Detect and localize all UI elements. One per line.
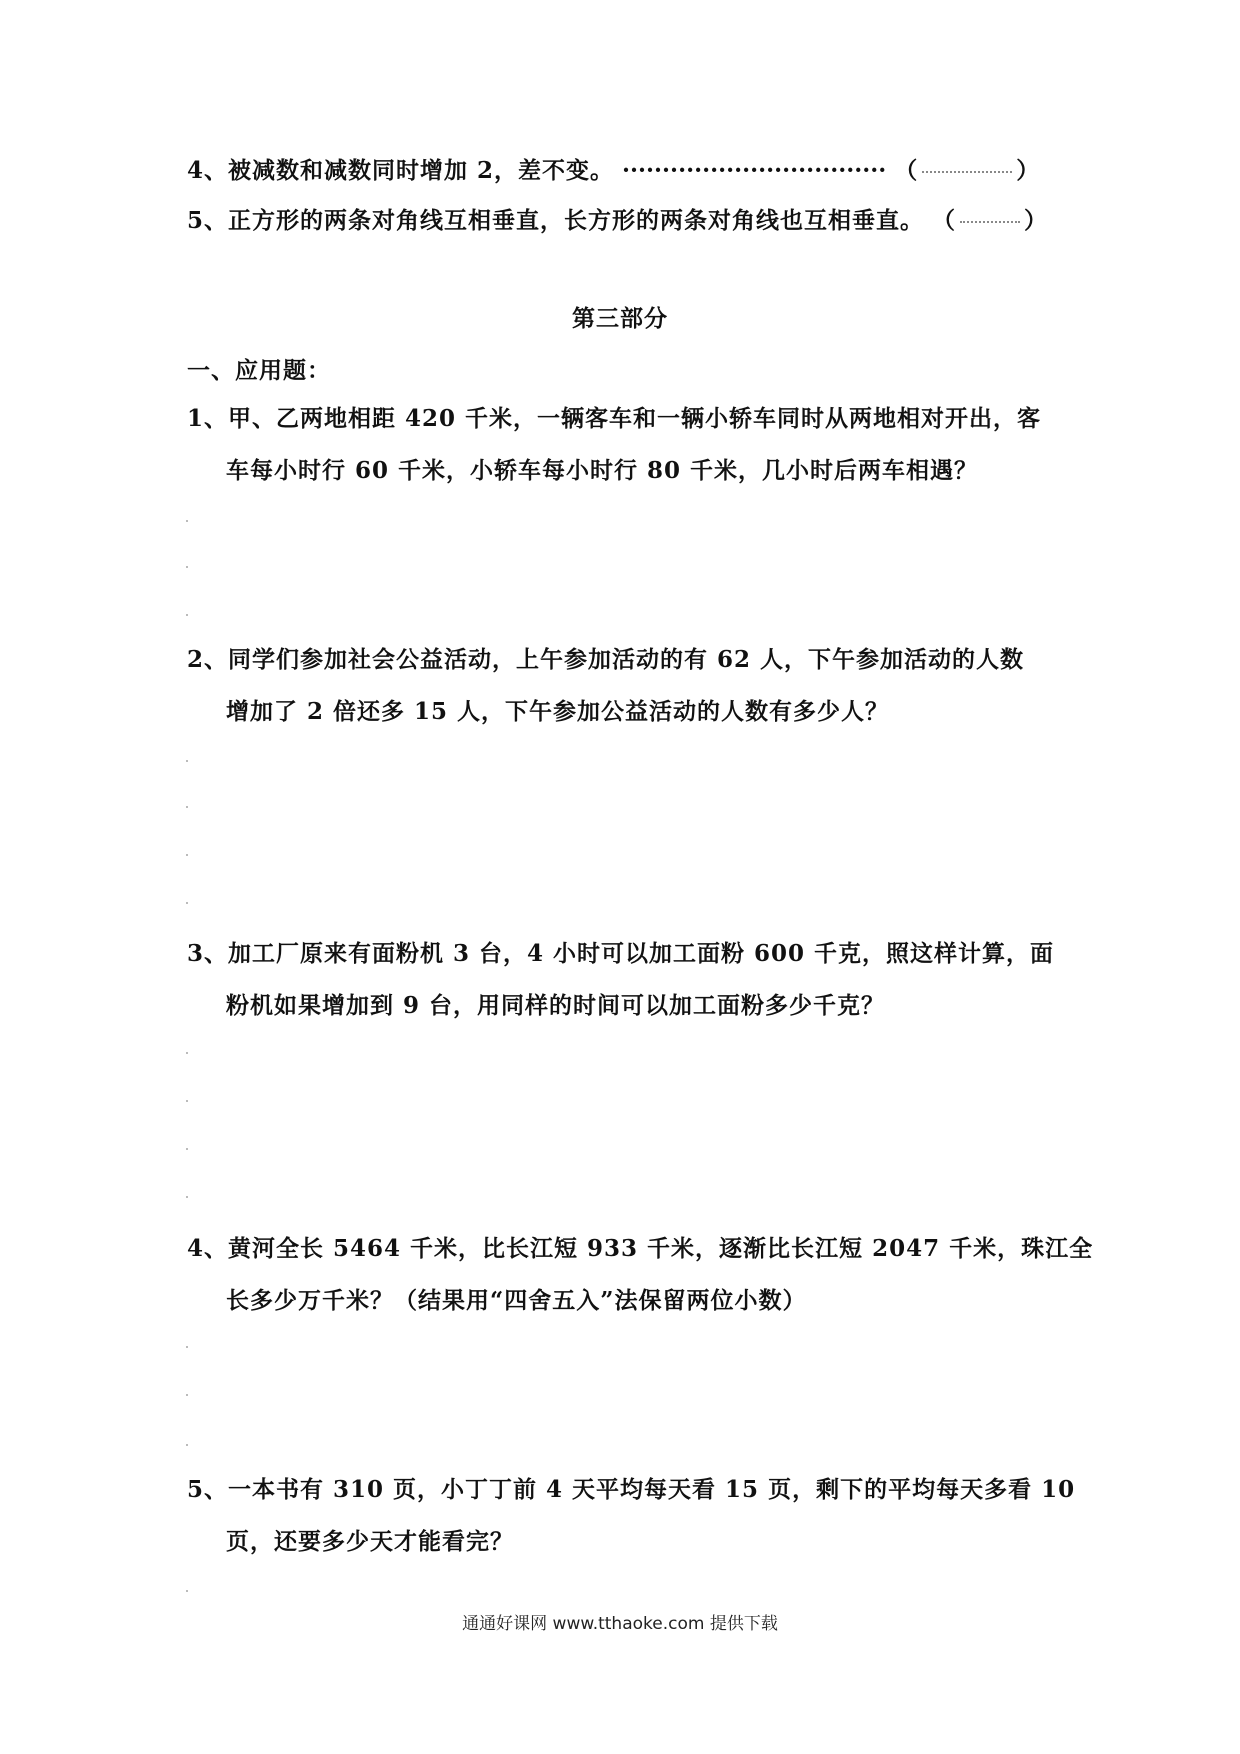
leader-dots: ································· (622, 157, 887, 184)
answer-blank-4[interactable]: （ ） (894, 157, 1041, 184)
scan-speck (186, 1346, 188, 1348)
problem-2-line-1: 2、同学们参加社会公益活动，上午参加活动的有 62 人，下午参加活动的人数 (187, 646, 1025, 673)
tf-item-4 (187, 152, 1040, 185)
scan-speck (186, 1052, 188, 1054)
problem-1-line-1: 1、甲、乙两地相距 420 千米，一辆客车和一辆小轿车同时从两地相对开出，客 (187, 405, 1042, 432)
scan-speck (186, 1394, 188, 1396)
scan-speck (186, 1196, 188, 1198)
scan-speck (186, 806, 188, 808)
scan-speck (186, 1148, 188, 1150)
problem-3-line-2: 粉机如果增加到 9 台，用同样的时间可以加工面粉多少千克？ (226, 992, 886, 1019)
problem-3-line-1: 3、加工厂原来有面粉机 3 台，4 小时可以加工面粉 600 千克，照这样计算，面 (187, 940, 1055, 967)
problem-2-line-2: 增加了 2 倍还多 15 人，下午参加公益活动的人数有多少人？ (226, 698, 890, 725)
problem-5-line-2: 页，还要多少天才能看完？ (226, 1528, 514, 1555)
problem-4-line-2: 长多少万千米？（结果用“四舍五入”法保留两位小数） (226, 1287, 807, 1314)
footer-credit: 通通好课网 www.tthaoke.com 提供下载 (462, 1614, 778, 1634)
scan-speck (186, 854, 188, 856)
section-heading: 一、应用题： (187, 357, 331, 384)
scan-speck (186, 760, 188, 762)
scan-speck (186, 1444, 188, 1446)
problem-4-line-1: 4、黄河全长 5464 千米，比长江短 933 千米，逐渐比长江短 2047 千米，珠江全 (187, 1235, 1094, 1262)
scan-speck (186, 1100, 188, 1102)
problem-1-line-2: 车每小时行 60 千米，小轿车每小时行 80 千米，几小时后两车相遇？ (226, 457, 979, 484)
section-title: 第三部分 (572, 305, 668, 332)
tf-item-4-text: 4、被减数和减数同时增加 2，差不变。 (187, 157, 615, 184)
scan-speck (186, 566, 188, 568)
answer-blank-5[interactable]: （ ） (932, 207, 1049, 234)
problem-5-line-1: 5、一本书有 310 页，小丁丁前 4 天平均每天看 15 页，剩下的平均每天多看 10 (187, 1476, 1076, 1503)
tf-item-5-text: 5、正方形的两条对角线互相垂直，长方形的两条对角线也互相垂直。 (187, 207, 925, 234)
scan-speck (186, 614, 188, 616)
scan-speck (186, 520, 188, 522)
tf-item-5 (187, 202, 1048, 235)
scan-speck (186, 1590, 188, 1592)
scan-speck (186, 902, 188, 904)
